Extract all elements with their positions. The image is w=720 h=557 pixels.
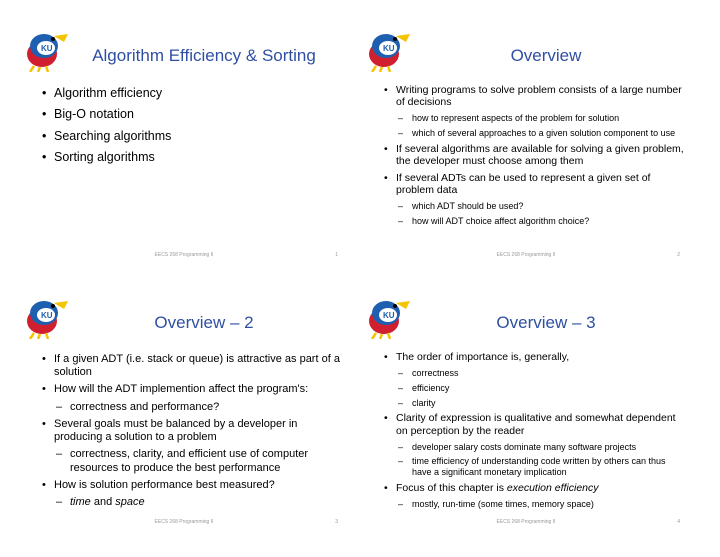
sub-bullet-item: – developer salary costs dominate many software projects xyxy=(384,442,686,453)
slide-footer: EECS 268 Programming II xyxy=(496,252,556,258)
bullet-item: • Searching algorithms xyxy=(42,129,344,143)
sub-bullet-item: – mostly, run-time (some times, memory space) xyxy=(384,499,686,510)
bullet-item: • If several ADTs can be used to represent a given set of problem data xyxy=(384,172,686,196)
bullet-text: Focus of this chapter is xyxy=(396,481,507,494)
page-number: 3 xyxy=(335,519,338,525)
slide-footer: EECS 268 Programming II xyxy=(496,519,556,525)
slide-title: Overview – 3 xyxy=(496,313,596,332)
sub-bullet-item: – efficiency xyxy=(384,383,686,394)
slide-body xyxy=(42,353,344,514)
sub-bullet-item: – which ADT should be used? xyxy=(384,201,686,212)
bullet-item: • Several goals must be balanced by a developer in producing a solution to a problem xyxy=(42,418,344,443)
slide-2 xyxy=(356,16,696,268)
sub-bullet-item: – how to represent aspects of the problem for solution xyxy=(384,113,686,124)
connector-text: and xyxy=(90,496,116,509)
slide-1 xyxy=(14,16,354,268)
slide-body xyxy=(384,351,686,514)
sub-bullet-item: – correctness, clarity, and efficient use of computer resources to produce the best performance xyxy=(42,448,344,474)
page-number: 4 xyxy=(677,519,680,525)
bullet-item: • Algorithm efficiency xyxy=(42,86,344,100)
bullet-item: • Big-O notation xyxy=(42,107,344,121)
sub-bullet-item: – clarity xyxy=(384,398,686,409)
emphasis-time: time xyxy=(70,496,91,509)
slide-title: Overview xyxy=(510,46,582,65)
sub-bullet-item: – correctness xyxy=(384,368,686,379)
bullet-item: • Sorting algorithms xyxy=(42,150,344,164)
bullet-item xyxy=(384,482,686,494)
page-number: 2 xyxy=(677,252,680,258)
sub-bullet-item xyxy=(42,496,344,509)
slide-body xyxy=(384,84,686,231)
slide-footer: EECS 268 Programming II xyxy=(154,252,214,258)
bullet-item: • The order of importance is, generally, xyxy=(384,351,686,363)
sub-bullet-item: – correctness and performance? xyxy=(42,401,344,414)
bullet-item: • Writing programs to solve problem consists of a large number of decisions xyxy=(384,84,686,108)
slide-title: Algorithm Efficiency & Sorting xyxy=(92,46,316,65)
page-number: 1 xyxy=(335,252,338,258)
bullet-item: • Clarity of expression is qualitative and somewhat dependent on perception by the reader xyxy=(384,412,686,436)
bullet-item: • If several algorithms are available for solving a given problem, the developer must choose among them xyxy=(384,143,686,167)
bullet-item: • How is solution performance best measured? xyxy=(42,479,344,492)
emphasis-execution-efficiency: execution efficiency xyxy=(506,481,599,494)
sub-bullet-item: – time efficiency of understanding code written by others can thus have a significant monetary implication xyxy=(384,456,686,478)
slide-4 xyxy=(356,283,696,535)
emphasis-space: space xyxy=(115,496,145,509)
bullet-item: • If a given ADT (i.e. stack or queue) is attractive as part of a solution xyxy=(42,353,344,378)
slide-footer: EECS 268 Programming II xyxy=(154,519,214,525)
slide-body xyxy=(42,86,344,172)
sub-bullet-item: – how will ADT choice affect algorithm choice? xyxy=(384,216,686,227)
sub-bullet-item: – which of several approaches to a given solution component to use xyxy=(384,128,686,139)
slide-title: Overview – 2 xyxy=(154,313,254,332)
slide-3 xyxy=(14,283,354,535)
bullet-item: • How will the ADT implemention affect the program's: xyxy=(42,383,344,396)
